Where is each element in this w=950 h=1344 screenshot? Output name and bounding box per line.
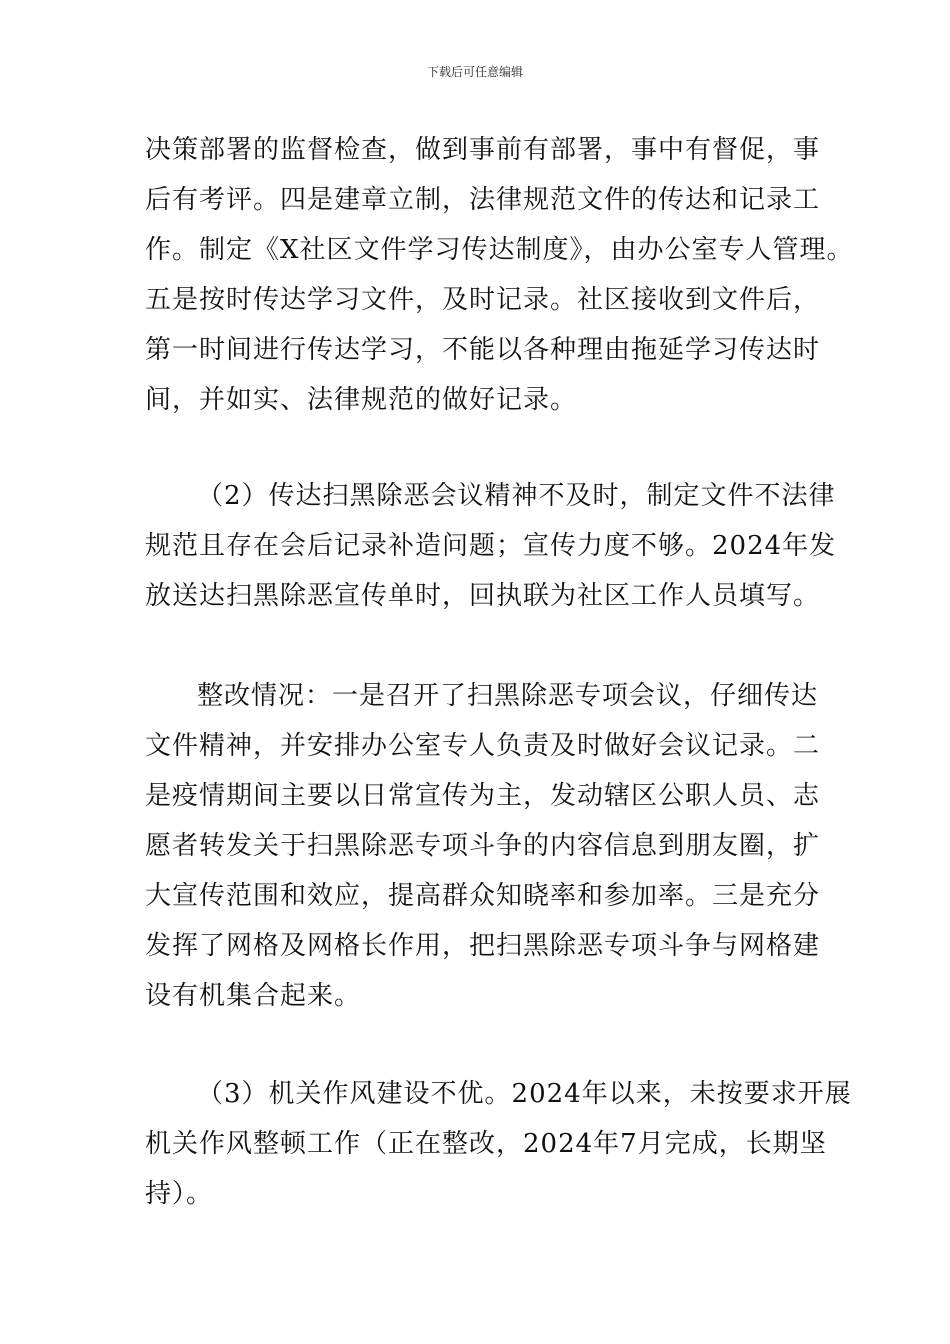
- paragraph-3-line-5: 大宣传范围和效应，提高群众知晓率和参加率。三是充分: [145, 881, 821, 911]
- paragraph-4-line-2: 机关作风整顿工作（正在整改，2024年7月完成，长期坚: [145, 1129, 827, 1159]
- paragraph-3-line-4: 愿者转发关于扫黑除恶专项斗争的内容信息到朋友圈，扩: [145, 831, 821, 861]
- paragraph-3-line-6: 发挥了网格及网格长作用，把扫黑除恶专项斗争与网格建: [145, 931, 821, 961]
- paragraph-2-line-1: （2）传达扫黑除恶会议精神不及时，制定文件不法律: [197, 481, 836, 511]
- paragraph-3-line-7: 设有机集合起来。: [145, 981, 362, 1011]
- paragraph-1-line-5: 第一时间进行传达学习，不能以各种理由拖延学习传达时: [145, 335, 821, 365]
- paragraph-3-line-2: 文件精神，并安排办公室专人负责及时做好会议记录。二: [145, 731, 821, 761]
- paragraph-1-line-6: 间，并如实、法律规范的做好记录。: [145, 385, 578, 415]
- paragraph-1-line-3: 作。制定《X社区文件学习传达制度》，由办公室专人管理。: [145, 235, 854, 265]
- paragraph-2-line-3: 放送达扫黑除恶宣传单时，回执联为社区工作人员填写。: [145, 581, 821, 611]
- paragraph-1-line-4: 五是按时传达学习文件，及时记录。社区接收到文件后，: [145, 285, 821, 315]
- page-header: 下载后可任意编辑: [426, 65, 523, 79]
- paragraph-3-line-3: 是疫情期间主要以日常宣传为主，发动辖区公职人员、志: [145, 781, 821, 811]
- paragraph-4-line-3: 持）。: [145, 1179, 214, 1209]
- paragraph-1-line-2: 后有考评。四是建章立制，法律规范文件的传达和记录工: [145, 185, 821, 215]
- paragraph-4-line-1: （3）机关作风建设不优。2024年以来，未按要求开展: [197, 1079, 852, 1109]
- paragraph-1-line-1: 决策部署的监督检查，做到事前有部署，事中有督促，事: [145, 135, 821, 165]
- paragraph-3-line-1: 整改情况：一是召开了扫黑除恶专项会议，仔细传达: [197, 681, 819, 711]
- paragraph-2-line-2: 规范且存在会后记录补造问题；宣传力度不够。2024年发: [145, 531, 837, 561]
